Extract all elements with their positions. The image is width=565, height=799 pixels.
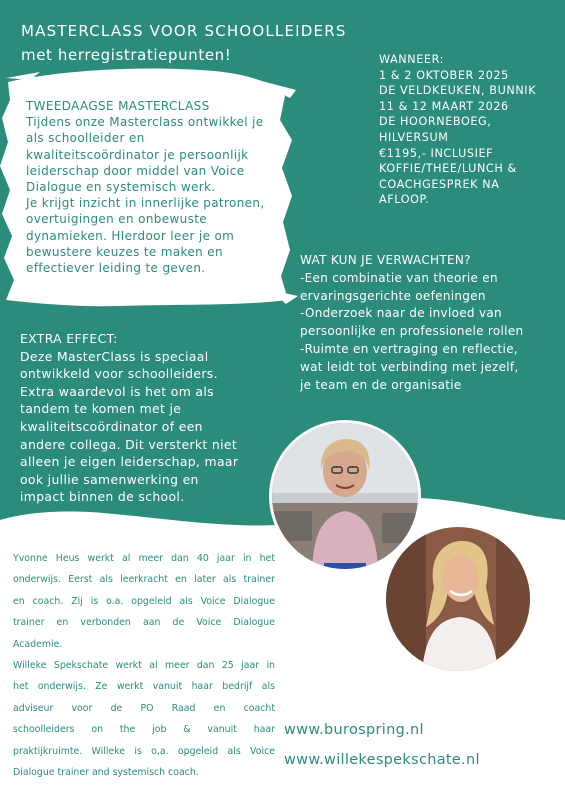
bio-line: Academie. [13, 638, 63, 650]
bio-line: schoolleiders on the job & vanuit haar [13, 724, 275, 736]
extra-heading: EXTRA EFFECT: [20, 331, 118, 346]
intro-line: als schoolleider en [26, 131, 145, 146]
extra-line: Extra waardevol is het om als [20, 383, 214, 399]
intro-line: overtuigingen en onbewuste [26, 212, 207, 227]
when-line: DE VELDKEUKEN, BUNNIK [379, 84, 537, 98]
extra-line: andere collega. Dit versterkt niet [20, 436, 238, 452]
website-links [284, 715, 480, 775]
extra-effect-block [20, 330, 278, 506]
masterclass-heading: TWEEDAAGSE MASTERCLASS [26, 99, 210, 113]
intro-line: Dialogue en systemisch werk. [26, 180, 216, 195]
when-line: COACHGESPREK NA [379, 177, 500, 191]
expect-heading: WAT KUN JE VERWACHTEN? [300, 253, 471, 267]
willeke-spekschate-photo [383, 524, 533, 674]
when-line: €1195,- INCLUSIEF [379, 146, 494, 160]
extra-line: alleen je eigen leiderschap, maar [20, 454, 239, 470]
intro-line: dynamieken. HIerdoor leer je om [26, 228, 235, 243]
extra-line: kwaliteitscoördinator of een [20, 418, 203, 434]
willekespekschate-link[interactable]: www.willekespekschate.nl [284, 752, 480, 768]
extra-line: Deze MasterClass is speciaal [20, 348, 209, 364]
page-title: MASTERCLASS VOOR SCHOOLLEIDERS [21, 22, 347, 40]
bio-line: adviseur voor de PO Raad en coacht [13, 702, 275, 714]
intro-line: Tijdens onze Masterclass ontwikkel je [26, 115, 264, 130]
when-line: HILVERSUM [379, 130, 449, 144]
expect-line: -Ruimte en vertraging en reflectie, [300, 341, 518, 356]
intro-line: leiderschap door middel van Voice [26, 163, 245, 178]
bio-line: Willeke Spekschate werkt al meer dan 25 jaar in [13, 660, 275, 672]
bio-line: trainer en verbonden aan de Voice Dialogue [13, 617, 275, 629]
intro-line: effectiever leiding te geven. [26, 261, 206, 276]
when-line: DE HOORNEBOEG, [379, 115, 492, 129]
bio-line: Yvonne Heus werkt al meer dan 40 jaar in het [13, 553, 275, 564]
when-line: 1 & 2 OKTOBER 2025 [379, 68, 509, 82]
expect-line: -Onderzoek naar de invloed van [300, 306, 502, 321]
when-line: AFLOOP. [379, 193, 430, 207]
bio-line: onderwijs. Eerst als leerkracht en later als trainer [13, 574, 275, 586]
bio-line: Dialogue trainer and systemisch coach. [13, 767, 199, 779]
expect-line: je team en de organisatie [300, 377, 462, 392]
extra-line: impact binnen de school. [20, 489, 185, 505]
intro-line: Je krijgt inzicht in innerlijke patronen, [26, 196, 265, 211]
when-heading: WANNEER: [379, 53, 444, 66]
masterclass-intro [26, 98, 288, 276]
expect-line: ervaringsgerichte oefeningen [300, 288, 486, 303]
expect-line: -Een combinatie van theorie en [300, 270, 498, 285]
when-line: KOFFIE/THEE/LUNCH & [379, 162, 517, 176]
extra-line: ontwikkeld voor schoolleiders. [20, 366, 218, 382]
yvonne-heus-photo [269, 420, 421, 572]
expect-line: persoonlijke en professionele rollen [300, 324, 524, 339]
intro-line: bewustere keuzes te maken en [26, 244, 223, 259]
bio-line: en coach. Zij is o.a. opgeleid als Voice Dialogue [13, 595, 275, 607]
when-block [379, 52, 559, 208]
bio-line: het onderwijs. Ze werkt vanuit haar bedrijf als [13, 681, 275, 693]
when-line: 11 & 12 MAART 2026 [379, 99, 509, 113]
page-subtitle: met herregistratiepunten! [21, 46, 232, 64]
bio-line: praktijkruimte. Willeke is o,a. opgeleid als Voice [13, 745, 275, 757]
burospring-link[interactable]: www.burospring.nl [284, 722, 424, 738]
intro-line: kwaliteitscoördinator je persoonlijk [26, 147, 249, 162]
expect-block [300, 252, 562, 394]
extra-line: ook jullie samenwerking en [20, 471, 199, 487]
extra-line: tandem te komen met je [20, 401, 182, 417]
expect-line: wat leidt tot verbinding met jezelf, [300, 359, 519, 374]
trainer-bio [13, 548, 275, 783]
